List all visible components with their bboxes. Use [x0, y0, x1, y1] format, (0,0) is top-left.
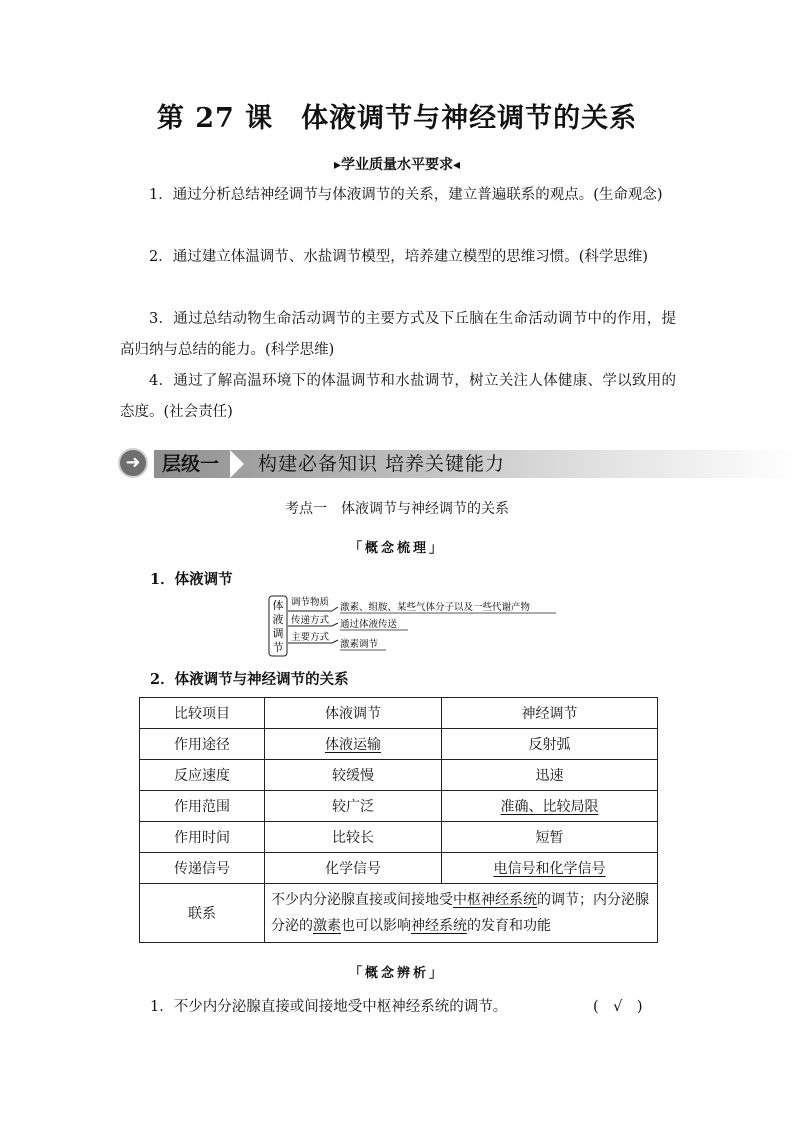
table-cell: 反应速度 [140, 760, 265, 791]
diagram-root-char: 调 [272, 627, 284, 640]
table-cell: 联系 [140, 884, 265, 943]
table-cell [442, 791, 658, 822]
branch-label: 主要方式 [291, 632, 330, 643]
table-cell: 化学信号 [265, 853, 442, 884]
link-text: 也可以影响 [341, 918, 411, 934]
section-banner [118, 446, 794, 482]
item-humoral-regulation: 1．体液调节 [150, 571, 233, 588]
branch-target: 通过体液传送 [340, 619, 398, 630]
concept-analysis-heading: 「概念辨析」 [348, 966, 445, 981]
requirements-heading: ▸学业质量水平要求◂ [333, 157, 461, 173]
banner-text: 构建必备知识 培养关键能力 [258, 453, 506, 475]
table-row [140, 760, 658, 791]
underlined-answer: 中枢神经系统 [453, 892, 537, 908]
table-row [140, 791, 658, 822]
underlined-answer: 激素 [313, 918, 341, 934]
table-row [140, 853, 658, 884]
table-cell: 较广泛 [265, 791, 442, 822]
comparison-table [139, 697, 658, 943]
section-heading: 考点一 体液调节与神经调节的关系 [285, 501, 509, 517]
table-cell: 反射弧 [442, 729, 658, 760]
humoral-regulation-diagram [268, 592, 568, 660]
table-cell: 作用范围 [140, 791, 265, 822]
arrow-head [332, 607, 338, 611]
underlined-answer: 神经系统 [411, 918, 467, 934]
concept-review-heading: 「概念梳理」 [348, 541, 445, 556]
judgment-statement: 1．不少内分泌腺直接或间接地受中枢神经系统的调节。 [150, 999, 508, 1015]
table-cell: 短暂 [442, 822, 658, 853]
link-text: 的发育和功能 [467, 918, 551, 934]
page-title: 第 27 课 体液调节与神经调节的关系 [156, 103, 638, 134]
link-text: 的调节；内分泌腺分泌的 [271, 892, 649, 934]
underlined-answer: 准确、比较局限 [500, 799, 599, 815]
judgment-answer: ( √ ) [593, 999, 643, 1015]
table-cell: 作用时间 [140, 822, 265, 853]
link-description [265, 884, 658, 943]
table-row [140, 822, 658, 853]
table-header-cell: 比较项目 [140, 698, 265, 729]
table-header-row [140, 698, 658, 729]
arrow-right-icon: ➜ [118, 448, 148, 478]
table-cell [442, 853, 658, 884]
table-cell [265, 729, 442, 760]
table-cell: 比较长 [265, 822, 442, 853]
table-row [140, 729, 658, 760]
underlined-answer: 电信号和化学信号 [493, 861, 606, 877]
requirement-item-3: 3．通过总结动物生命活动调节的主要方式及下丘脑在生命活动调节中的作用，提高归纳与总结的能力。(科学思维) [120, 311, 676, 358]
banner-level: 层级一 [162, 453, 220, 475]
table-row [140, 884, 658, 943]
table-cell: 传递信号 [140, 853, 265, 884]
chevron-right-icon [230, 450, 244, 478]
table-header-cell: 神经调节 [442, 698, 658, 729]
item-relationship: 2．体液调节与神经调节的关系 [150, 671, 349, 688]
underlined-answer: 体液运输 [325, 737, 381, 753]
arrow-head [332, 640, 338, 643]
diagram-root-char: 体 [272, 599, 284, 612]
diagram-root-char: 液 [272, 613, 284, 626]
branch-label: 传递方式 [291, 615, 330, 626]
branch-target: 激素、组胺、某些气体分子以及一些代谢产物 [340, 602, 531, 613]
requirement-item-2: 2．通过建立体温调节、水盐调节模型，培养建立模型的思维习惯。(科学思维) [149, 249, 649, 265]
table-cell: 较缓慢 [265, 760, 442, 791]
arrow-head [332, 623, 338, 626]
table-cell: 迅速 [442, 760, 658, 791]
requirement-item-4: 4．通过了解高温环境下的体温调节和水盐调节，树立关注人体健康、学以致用的态度。(社会责任) [120, 373, 676, 420]
table-cell: 作用途径 [140, 729, 265, 760]
link-text: 不少内分泌腺直接或间接地受 [271, 892, 453, 908]
table-header-cell: 体液调节 [265, 698, 442, 729]
requirement-item-1: 1．通过分析总结神经调节与体液调节的关系，建立普遍联系的观点。(生命观念) [149, 187, 663, 203]
branch-label: 调节物质 [291, 597, 330, 608]
branch-target: 激素调节 [340, 639, 379, 650]
diagram-root-char: 节 [272, 641, 284, 654]
